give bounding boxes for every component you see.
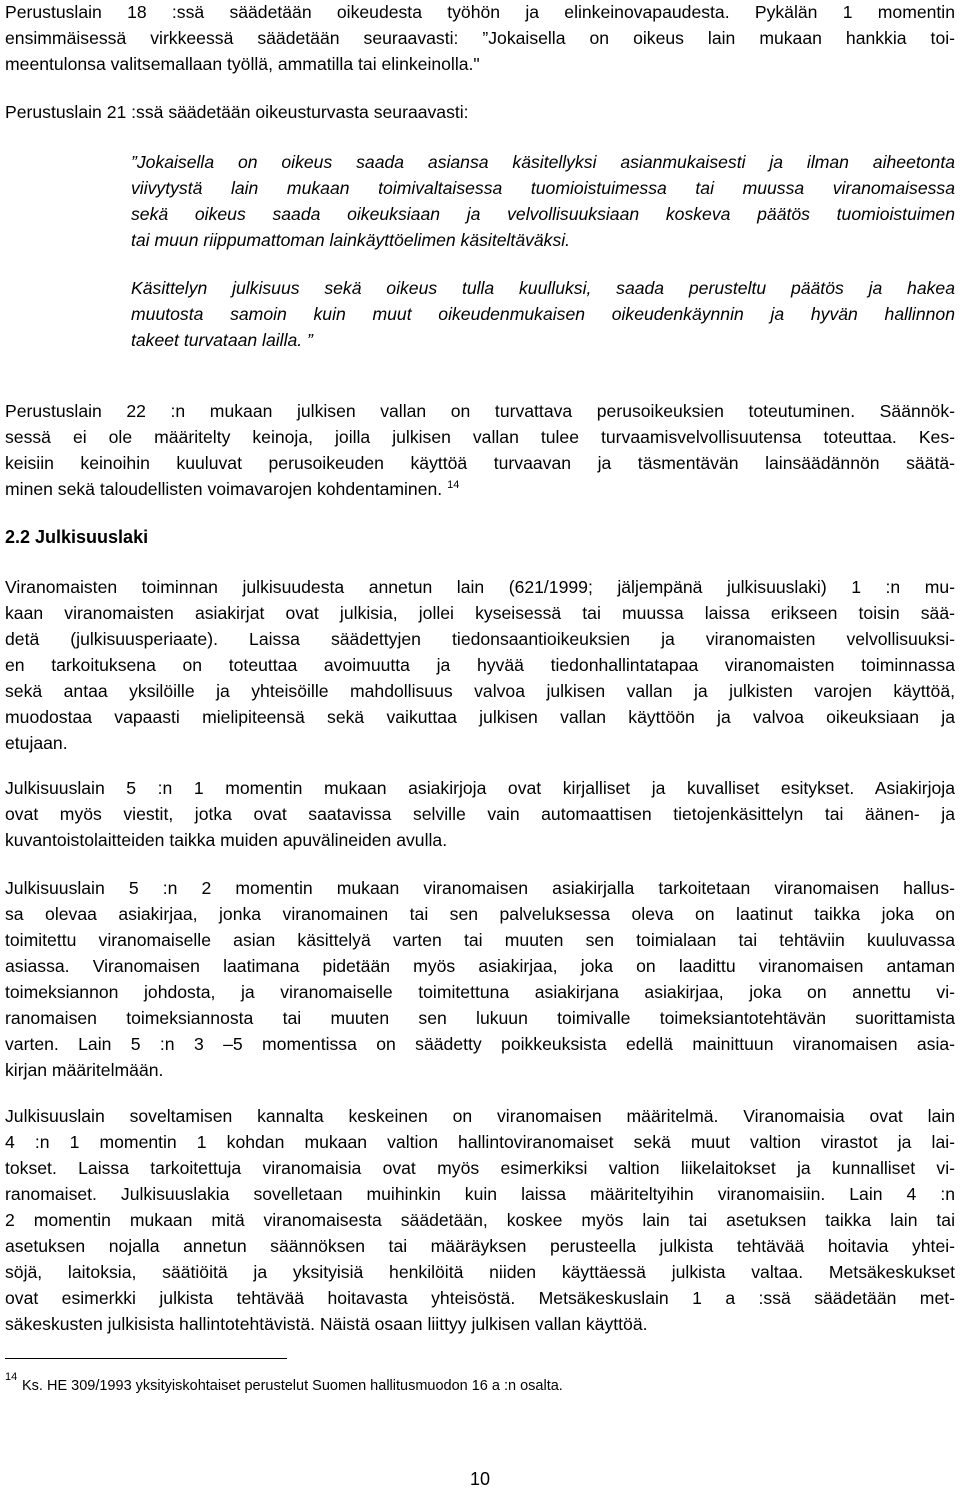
paragraph-line: en tarkoituksena on toteuttaa avoimuutta ja hyvää tiedonhallintatapaa viranomaisten toiminnassa bbox=[5, 655, 955, 675]
paragraph-line: tokset. Laissa tarkoitettuja viranomaisia ovat myös esimerkiksi valtion liikelaitokset ja kunnalliset vi- bbox=[5, 1158, 955, 1178]
quote-line: sekä oikeus saada oikeuksiaan ja velvollisuuksiaan koskeva päätös tuomioistuimen bbox=[131, 204, 955, 224]
footnote-reference: 14 bbox=[447, 479, 460, 491]
section-heading: 2.2 Julkisuuslaki bbox=[5, 527, 149, 547]
paragraph-line: Julkisuuslain 5 :n 1 momentin mukaan asiakirjoja ovat kirjalliset ja kuvalliset esitykset. Asiakirjoja bbox=[5, 778, 955, 798]
paragraph-line: söjä, laitoksia, säätiöitä ja yksityisiä henkilöitä niiden käyttäessä julkista valtaa. Metsäkeskukset bbox=[5, 1262, 955, 1282]
paragraph-line: keisiin keinoihin kuuluvat perusoikeuden käyttöä turvaavan ja täsmentävän lainsäädännön säätä- bbox=[5, 453, 955, 473]
paragraph-line: toimitettu viranomaiselle asian käsittelyä varten tai muuten sen toimialaan tai tehtäviin kuuluvassa bbox=[5, 930, 955, 950]
quote-line: takeet turvataan lailla. ” bbox=[131, 330, 313, 350]
paragraph-line: sa olevaa asiakirjaa, jonka viranomainen tai sen palveluksessa oleva on laatinut taikka joka on bbox=[5, 904, 955, 924]
paragraph-line: detä (julkisuusperiaate). Laissa säädettyjen tiedonsaantioikeuksien ja viranomaisten velvollisuuksi- bbox=[5, 629, 955, 649]
footnote-separator bbox=[5, 1358, 287, 1359]
footnote-text: Ks. HE 309/1993 yksityiskohtaiset perustelut Suomen hallitusmuodon 16 a :n osalta. bbox=[22, 1378, 563, 1394]
paragraph-line: ranomaisen toimeksiannosta tai muuten sen lukuun toimivalle toimeksiantotehtävän suorittamista bbox=[5, 1008, 955, 1028]
footnote-number: 14 bbox=[5, 1371, 18, 1383]
paragraph-line: varten. Lain 5 :n 3 –5 momentissa on säädetty poikkeuksista edellä mainittuun viranomaisen asia- bbox=[5, 1034, 955, 1054]
quote-line: tai muun riippumattoman lainkäyttöelimen käsiteltäväksi. bbox=[131, 230, 571, 250]
page-number: 10 bbox=[469, 1469, 491, 1489]
paragraph-line: Julkisuuslain 5 :n 2 momentin mukaan viranomaisen asiakirjalla tarkoitetaan viranomaisen hallus- bbox=[5, 878, 955, 898]
paragraph-line: Viranomaisten toiminnan julkisuudesta annetun lain (621/1999; jäljempänä julkisuuslaki) 1 :n mu- bbox=[5, 577, 955, 597]
paragraph-line bbox=[5, 477, 955, 501]
paragraph-line: sessä ei ole määritelty keinoja, joilla julkisen vallan tulee turvaamisvelvollisuutensa toteuttaa. Kes- bbox=[5, 427, 955, 447]
paragraph-line: ovat esimerkki julkista tehtävää hoitavasta yhteisöstä. Metsäkeskuslain 1 a :ssä säädetään met- bbox=[5, 1288, 955, 1308]
paragraph-line: kirjan määritelmään. bbox=[5, 1060, 164, 1080]
paragraph-line: 2 momentin mukaan mitä viranomaisesta säädetään, koskee myös lain tai asetuksen taikka lain tai bbox=[5, 1210, 955, 1230]
paragraph-line: ovat myös viestit, jotka ovat saatavissa selville vain automaattisen tietojenkäsittelyn tai äänen- ja bbox=[5, 804, 955, 824]
paragraph-line: ensimmäisessä virkkeessä säädetään seuraavasti: ”Jokaisella on oikeus lain mukaan hankkia toi- bbox=[5, 28, 955, 48]
quote-line: Käsittelyn julkisuus sekä oikeus tulla kuulluksi, saada perusteltu päätös ja hakea bbox=[131, 278, 955, 298]
paragraph-line: meentulonsa valitsemallaan työllä, ammatilla tai elinkeinolla." bbox=[5, 54, 480, 74]
paragraph-text: minen sekä taloudellisten voimavarojen kohdentaminen. bbox=[5, 479, 443, 499]
paragraph-line: muodostaa vapaasti mielipiteensä sekä vaikuttaa julkisen vallan käyttöön ja valvoa oikeuksiaan ja bbox=[5, 707, 955, 727]
paragraph-line: Perustuslain 22 :n mukaan julkisen vallan on turvattava perusoikeuksien toteutuminen. Säännök- bbox=[5, 401, 955, 421]
paragraph-line: Perustuslain 21 :ssä säädetään oikeusturvasta seuraavasti: bbox=[5, 102, 469, 122]
paragraph-line: toimeksiannon johdosta, ja viranomaiselle toimitettuna asiakirjana asiakirjaa, joka on annettu vi- bbox=[5, 982, 955, 1002]
paragraph-line: säkeskusten julkisista hallintotehtävistä. Näistä osaan liittyy julkisen vallan käyttöä. bbox=[5, 1314, 648, 1334]
paragraph-line: 4 :n 1 momentin 1 kohdan mukaan valtion hallintoviranomaiset sekä muut valtion virastot ja lai- bbox=[5, 1132, 955, 1152]
paragraph-line: Perustuslain 18 :ssä säädetään oikeudesta työhön ja elinkeinovapaudesta. Pykälän 1 momentin bbox=[5, 2, 955, 22]
paragraph-line: asetuksen nojalla annetun säännöksen tai määräyksen perusteella julkista tehtävää hoitavia yhtei- bbox=[5, 1236, 955, 1256]
paragraph-line: etujaan. bbox=[5, 733, 68, 753]
quote-line: viivytystä lain mukaan toimivaltaisessa tuomioistuimessa tai muussa viranomaisessa bbox=[131, 178, 955, 198]
paragraph-line: Julkisuuslain soveltamisen kannalta keskeinen on viranomaisen määritelmä. Viranomaisia ovat lain bbox=[5, 1106, 955, 1126]
paragraph-line: ranomaiset. Julkisuuslakia sovelletaan muihinkin kuin laissa määriteltyihin viranomaisiin. Lain 4 :n bbox=[5, 1184, 955, 1204]
paragraph-line: kuvantoistolaitteiden taikka muiden apuvälineiden avulla. bbox=[5, 830, 448, 850]
paragraph-line: sekä antaa yksilöille ja yhteisöille mahdollisuus valvoa julkisen vallan ja julkisten varojen käyttöä, bbox=[5, 681, 955, 701]
paragraph-line: kaan viranomaisten asiakirjat ovat julkisia, jollei kyseisessä tai muussa laissa erikseen toisin sää- bbox=[5, 603, 955, 623]
paragraph-line: asiassa. Viranomaisen laatimana pidetään myös asiakirjaa, joka on laadittu viranomaisen antaman bbox=[5, 956, 955, 976]
quote-line: ”Jokaisella on oikeus saada asiansa käsitellyksi asianmukaisesti ja ilman aiheetonta bbox=[131, 152, 955, 172]
quote-line: muutosta samoin kuin muut oikeudenmukaisen oikeudenkäynnin ja hyvän hallinnon bbox=[131, 304, 955, 324]
